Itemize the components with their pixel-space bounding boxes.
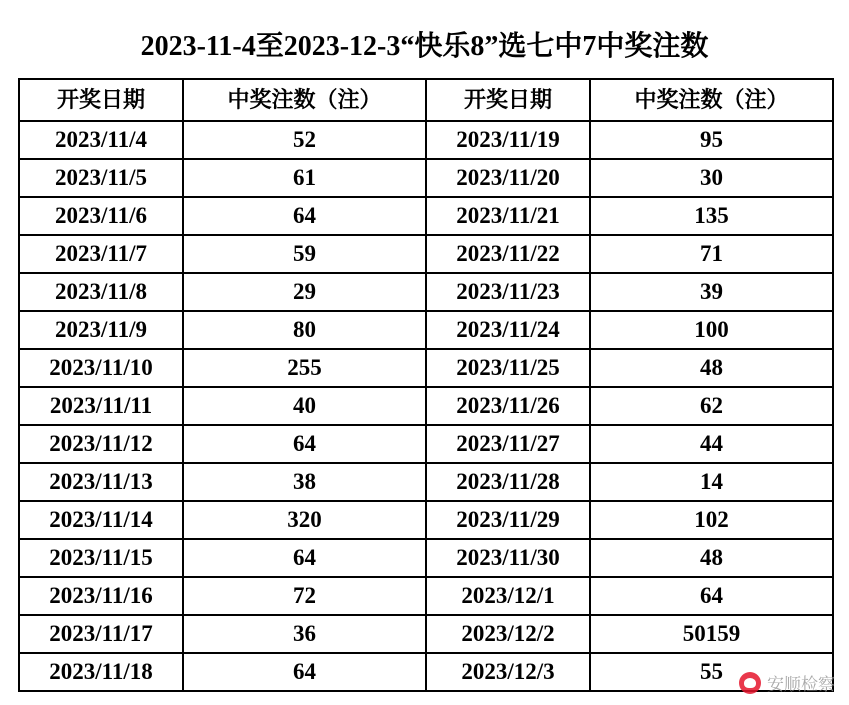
- cell-count-right: 39: [590, 273, 833, 311]
- cell-count-right: 48: [590, 539, 833, 577]
- cell-date-left: 2023/11/9: [19, 311, 183, 349]
- cell-date-right: 2023/11/30: [426, 539, 590, 577]
- cell-count-right: 62: [590, 387, 833, 425]
- table-row: [19, 425, 833, 463]
- table-row: [19, 235, 833, 273]
- cell-date-right: 2023/11/19: [426, 121, 590, 159]
- table-header-row: [19, 79, 833, 121]
- table-row: [19, 463, 833, 501]
- table-row: [19, 615, 833, 653]
- table-row: [19, 577, 833, 615]
- table-row: [19, 349, 833, 387]
- cell-date-right: 2023/11/22: [426, 235, 590, 273]
- cell-date-right: 2023/12/2: [426, 615, 590, 653]
- table-row: [19, 159, 833, 197]
- prize-table: [18, 78, 834, 692]
- watermark: [739, 670, 835, 695]
- cell-date-right: 2023/11/21: [426, 197, 590, 235]
- page-title: 2023-11-4至2023-12-3“快乐8”选七中7中奖注数: [140, 31, 709, 62]
- cell-date-left: 2023/11/14: [19, 501, 183, 539]
- cell-count-left: 52: [183, 121, 426, 159]
- cell-date-left: 2023/11/6: [19, 197, 183, 235]
- table-row: [19, 653, 833, 691]
- cell-date-left: 2023/11/8: [19, 273, 183, 311]
- cell-date-left: 2023/11/10: [19, 349, 183, 387]
- column-header-date-right: 开奖日期: [426, 79, 590, 121]
- cell-date-left: 2023/11/4: [19, 121, 183, 159]
- cell-date-right: 2023/11/26: [426, 387, 590, 425]
- cell-date-left: 2023/11/16: [19, 577, 183, 615]
- cell-date-left: 2023/11/7: [19, 235, 183, 273]
- cell-date-right: 2023/12/3: [426, 653, 590, 691]
- table-row: [19, 311, 833, 349]
- cell-date-left: 2023/11/5: [19, 159, 183, 197]
- table-row: [19, 501, 833, 539]
- table-row: [19, 197, 833, 235]
- cell-date-left: 2023/11/17: [19, 615, 183, 653]
- watermark-label: 安顺检察: [767, 675, 835, 694]
- cell-date-left: 2023/11/13: [19, 463, 183, 501]
- cell-count-right: 95: [590, 121, 833, 159]
- cell-count-left: 320: [183, 501, 426, 539]
- cell-count-right: 135: [590, 197, 833, 235]
- cell-count-left: 36: [183, 615, 426, 653]
- weibo-icon: [739, 672, 761, 694]
- cell-count-left: 64: [183, 539, 426, 577]
- cell-date-left: 2023/11/18: [19, 653, 183, 691]
- cell-count-right: 64: [590, 577, 833, 615]
- cell-date-right: 2023/12/1: [426, 577, 590, 615]
- cell-date-left: 2023/11/15: [19, 539, 183, 577]
- cell-count-right: 100: [590, 311, 833, 349]
- table-row: [19, 121, 833, 159]
- cell-count-left: 61: [183, 159, 426, 197]
- table-row: [19, 273, 833, 311]
- cell-count-left: 64: [183, 425, 426, 463]
- cell-date-right: 2023/11/23: [426, 273, 590, 311]
- cell-count-left: 255: [183, 349, 426, 387]
- cell-count-right: 14: [590, 463, 833, 501]
- cell-count-right: 50159: [590, 615, 833, 653]
- cell-date-right: 2023/11/25: [426, 349, 590, 387]
- table-row: [19, 539, 833, 577]
- cell-count-right: 30: [590, 159, 833, 197]
- cell-count-left: 64: [183, 197, 426, 235]
- cell-count-right: 55: [590, 653, 833, 691]
- cell-count-left: 72: [183, 577, 426, 615]
- cell-date-right: 2023/11/27: [426, 425, 590, 463]
- column-header-count-left: 中奖注数（注）: [183, 79, 426, 121]
- cell-date-left: 2023/11/12: [19, 425, 183, 463]
- cell-date-right: 2023/11/24: [426, 311, 590, 349]
- cell-count-left: 64: [183, 653, 426, 691]
- cell-count-left: 80: [183, 311, 426, 349]
- cell-count-left: 29: [183, 273, 426, 311]
- column-header-date-left: 开奖日期: [19, 79, 183, 121]
- bottom-crop-mask: [0, 697, 849, 705]
- cell-date-right: 2023/11/28: [426, 463, 590, 501]
- cell-count-right: 44: [590, 425, 833, 463]
- cell-date-left: 2023/11/11: [19, 387, 183, 425]
- cell-count-left: 40: [183, 387, 426, 425]
- table-row: [19, 387, 833, 425]
- cell-count-right: 48: [590, 349, 833, 387]
- cell-date-right: 2023/11/29: [426, 501, 590, 539]
- column-header-count-right: 中奖注数（注）: [590, 79, 833, 121]
- cell-count-left: 38: [183, 463, 426, 501]
- cell-date-right: 2023/11/20: [426, 159, 590, 197]
- cell-count-left: 59: [183, 235, 426, 273]
- cell-count-right: 71: [590, 235, 833, 273]
- cell-count-right: 102: [590, 501, 833, 539]
